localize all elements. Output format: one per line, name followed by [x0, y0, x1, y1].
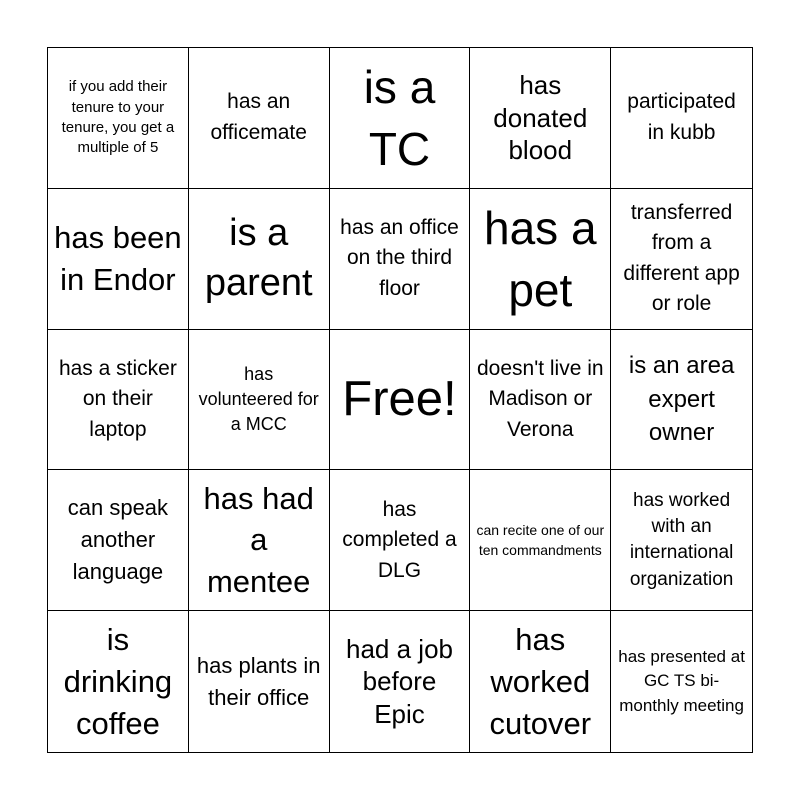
- bingo-cell[interactable]: [48, 189, 189, 330]
- bingo-cell-text: has completed a DLG: [342, 497, 457, 582]
- bingo-cell-text: is a TC: [363, 60, 436, 175]
- bingo-cell-text: has had a mentee: [203, 480, 314, 600]
- bingo-cell[interactable]: [189, 611, 330, 752]
- bingo-free-space[interactable]: [330, 330, 471, 471]
- bingo-cell[interactable]: [470, 611, 611, 752]
- bingo-cell-text: has worked with an international organization: [629, 489, 734, 590]
- bingo-cell[interactable]: [189, 470, 330, 611]
- bingo-cell-text: is drinking coffee: [63, 621, 173, 741]
- bingo-cell-text: is an area expert owner: [628, 352, 735, 447]
- bingo-cell-text: has presented at GC TS bi-monthly meeting: [618, 646, 745, 715]
- bingo-cell-text: is a parent: [204, 212, 313, 304]
- bingo-cell-text: has volunteered for a MCC: [198, 363, 319, 435]
- bingo-cell-text: has an officemate: [210, 90, 307, 144]
- bingo-cell[interactable]: [330, 48, 471, 189]
- bingo-cell[interactable]: [470, 48, 611, 189]
- bingo-cell[interactable]: [611, 470, 752, 611]
- bingo-cell[interactable]: [611, 48, 752, 189]
- bingo-cell[interactable]: [611, 330, 752, 471]
- bingo-cell[interactable]: [48, 48, 189, 189]
- bingo-cell[interactable]: [330, 189, 471, 330]
- bingo-cell-text: participated in kubb: [627, 90, 736, 144]
- bingo-cell[interactable]: [330, 611, 471, 752]
- bingo-cell-text: has been in Endor: [54, 219, 182, 297]
- bingo-cell-text: had a job before Epic: [346, 633, 453, 729]
- bingo-cell[interactable]: [470, 189, 611, 330]
- bingo-cell[interactable]: [48, 611, 189, 752]
- bingo-board: [47, 47, 753, 753]
- bingo-cell[interactable]: [611, 189, 752, 330]
- bingo-cell[interactable]: [48, 470, 189, 611]
- bingo-cell[interactable]: [611, 611, 752, 752]
- bingo-cell-text: has a pet: [484, 201, 597, 316]
- bingo-cell[interactable]: [470, 330, 611, 471]
- bingo-cell-text: transferred from a different app or role: [623, 200, 740, 316]
- bingo-cell-text: has worked cutover: [489, 621, 592, 741]
- bingo-cell-text: has a sticker on their laptop: [58, 356, 177, 441]
- bingo-cell-text: if you add their tenure to your tenure, you get a multiple of 5: [61, 78, 175, 157]
- bingo-cell-text: Free!: [342, 372, 457, 427]
- bingo-cell-text: has donated blood: [493, 70, 588, 166]
- bingo-cell[interactable]: [48, 330, 189, 471]
- bingo-cell[interactable]: [189, 189, 330, 330]
- bingo-cell[interactable]: [189, 330, 330, 471]
- bingo-cell-text: can recite one of our ten commandments: [476, 521, 605, 559]
- bingo-cell[interactable]: [470, 470, 611, 611]
- bingo-cell-text: can speak another language: [67, 495, 169, 585]
- bingo-cell[interactable]: [330, 470, 471, 611]
- bingo-cell[interactable]: [189, 48, 330, 189]
- bingo-cell-text: doesn't live in Madison or Verona: [476, 356, 604, 441]
- bingo-cell-text: has an office on the third floor: [340, 216, 459, 300]
- bingo-cell-text: has plants in their office: [196, 652, 321, 710]
